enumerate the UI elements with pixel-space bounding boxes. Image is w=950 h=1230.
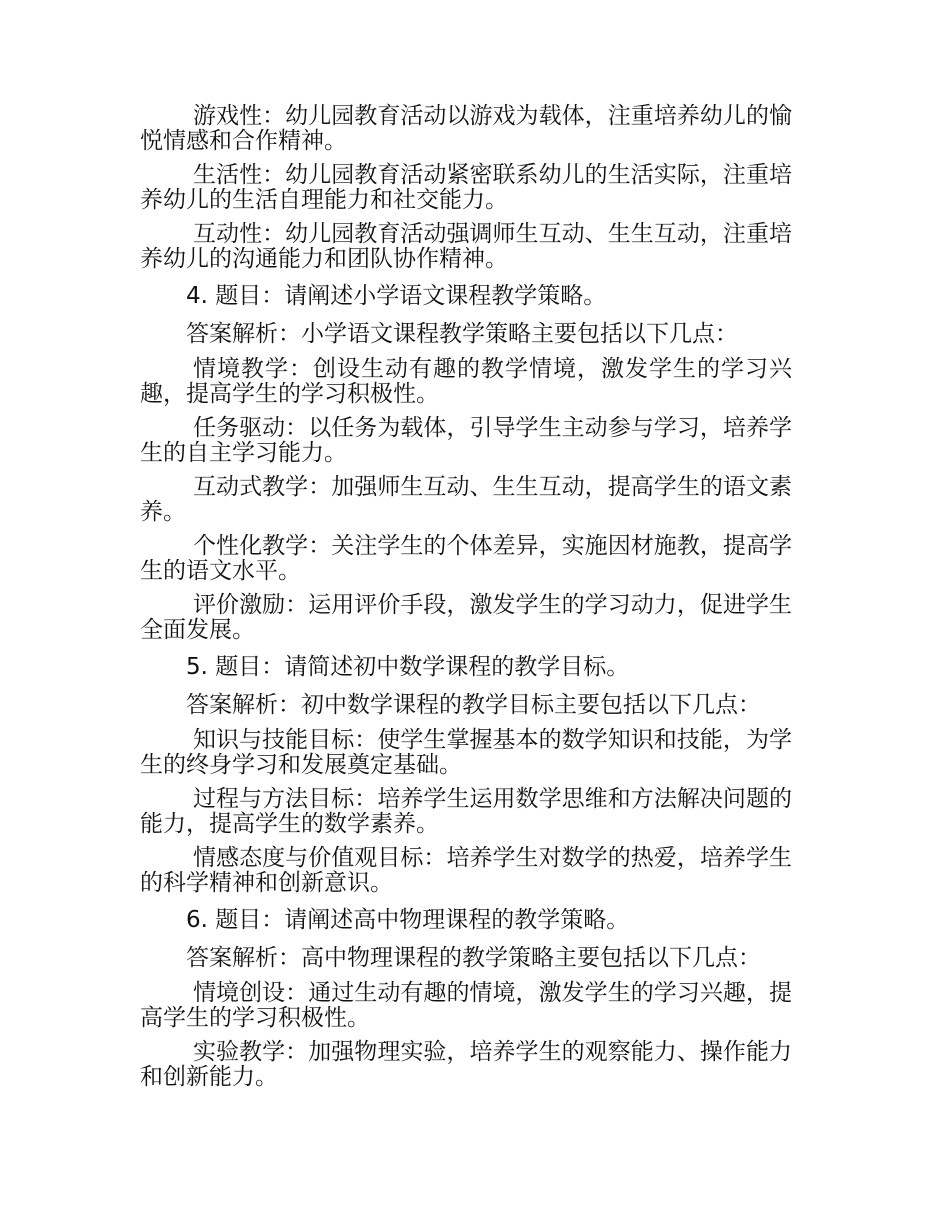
paragraph-item: 评价激励：运用评价手段，激发学生的学习动力，促进学生全面发展。 bbox=[140, 592, 792, 643]
paragraph-item: 个性化教学：关注学生的个体差异，实施因材施教，提高学生的语文水平。 bbox=[140, 533, 792, 584]
question-heading: 5. 题目：请简述初中数学课程的教学目标。 bbox=[186, 654, 630, 680]
question-heading: 6. 题目：请阐述高中物理课程的教学策略。 bbox=[186, 907, 630, 933]
paragraph-item: 情境教学：创设生动有趣的教学情境，激发学生的学习兴趣，提高学生的学习积极性。 bbox=[140, 356, 792, 407]
paragraph-item: 知识与技能目标：使学生掌握基本的数学知识和技能，为学生的终身学习和发展奠定基础。 bbox=[140, 727, 792, 778]
answer-intro: 答案解析：初中数学课程的教学目标主要包括以下几点： bbox=[186, 692, 761, 718]
paragraph-item: 过程与方法目标：培养学生运用数学思维和方法解决问题的能力，提高学生的数学素养。 bbox=[140, 786, 792, 837]
paragraph-item: 任务驱动：以任务为载体，引导学生主动参与学习，培养学生的自主学习能力。 bbox=[140, 415, 792, 466]
paragraph-item: 生活性：幼儿园教育活动紧密联系幼儿的生活实际，注重培养幼儿的生活自理能力和社交能力。 bbox=[140, 162, 792, 213]
paragraph-item: 互动式教学：加强师生互动、生生互动，提高学生的语文素养。 bbox=[140, 474, 792, 525]
document-body bbox=[140, 104, 792, 1099]
question-heading: 4. 题目：请阐述小学语文课程教学策略。 bbox=[186, 283, 607, 309]
paragraph-item: 情感态度与价值观目标：培养学生对数学的热爱，培养学生的科学精神和创新意识。 bbox=[140, 845, 792, 896]
paragraph-item: 情境创设：通过生动有趣的情境，激发学生的学习兴趣，提高学生的学习积极性。 bbox=[140, 980, 792, 1031]
paragraph-item: 游戏性：幼儿园教育活动以游戏为载体，注重培养幼儿的愉悦情感和合作精神。 bbox=[140, 103, 792, 154]
answer-intro: 答案解析：小学语文课程教学策略主要包括以下几点： bbox=[186, 321, 738, 347]
paragraph-item: 互动性：幼儿园教育活动强调师生互动、生生互动，注重培养幼儿的沟通能力和团队协作精神。 bbox=[140, 221, 792, 272]
paragraph-item: 实验教学：加强物理实验，培养学生的观察能力、操作能力和创新能力。 bbox=[140, 1039, 792, 1090]
answer-intro: 答案解析：高中物理课程的教学策略主要包括以下几点： bbox=[186, 945, 761, 971]
